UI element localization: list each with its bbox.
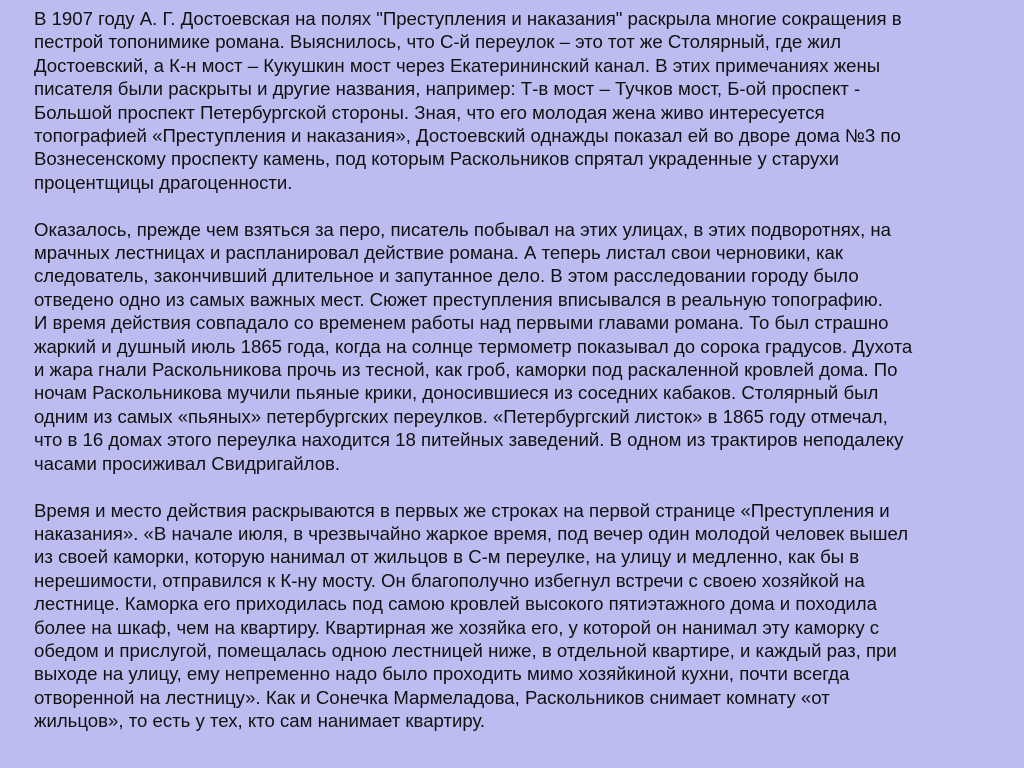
paragraph-opening-lines: Время и место действия раскрываются в первых же строках на первой странице «Преступления и наказания». «В начале июля, в чрезвычайно жаркое время, под вечер один молодой человек вышел из своей каморки, которую нанимал от жильцов в С-м переулке, на улицу и медленно, как бы в нерешимости, отправился к К-ну мосту. Он благополучно избегнул встречи с своею хозяйкой на лестнице. Каморка его приходилась под самою кровлей высокого пятиэтажного дома и походила более на шкаф, чем на квартиру. Квартирная же хозяйка его, у которой он нанимал эту каморку с обедом и прислугой, помещалась одною лестницей ниже, в отдельной квартире, и каждый раз, при выходе на улицу, ему непременно надо было проходить мимо хозяйкиной кухни, почти всегда отворенной на лестницу». Как и Сонечка Мармеладова, Раскольников снимает комнату «от жильцов», то есть у тех, кто сам нанимает квартиру. (34, 499, 909, 732)
paragraph-dostoevskaya-notes: В 1907 году А. Г. Достоевская на полях "Преступления и наказания" раскрыла многие сокращения в пестрой топонимике романа. Выяснилось, что С-й переулок – это тот же Столярный, где жил Достоевский, а К-н мост – Кукушкин мост через Екатерининский канал. В этих примечаниях жены писателя были раскрыты и другие названия, например: Т-в мост – Тучков мост, Б-ой проспект - Большой проспект Петербургской стороны. Зная, что его молодая жена живо интересуется топографией «Преступления и наказания», Достоевский однажды показал ей во дворе дома №3 по Вознесенскому проспекту камень, под которым Раскольников спрятал украденные у старухи процентщицы драгоценности. (34, 8, 902, 193)
slide-text-box (34, 7, 996, 733)
paragraph-city-topography: Оказалось, прежде чем взяться за перо, писатель побывал на этих улицах, в этих подворотнях, на мрачных лестницах и распланировал действие романа. А теперь листал свои черновики, как следователь, закончивший длительное и запутанное дело. В этом расследовании городу было отведено одно из самых важных мест. Сюжет преступления вписывался в реальную топографию. И время действия совпадало со временем работы над первыми главами романа. То был страшно жаркий и душный июль 1865 года, когда на солнце термометр показывал до сорока градусов. Духота и жара гнали Раскольникова прочь из тесной, как гроб, каморки под раскаленной кровлей дома. По ночам Раскольникова мучили пьяные крики, доносившиеся из соседних кабаков. Столярный был одним из самых «пьяных» петербургских переулков. «Петербургский листок» в 1865 году отмечал, что в 16 домах этого переулка находится 18 питейных заведений. В одном из трактиров неподалеку часами просиживал Свидригайлов. (34, 218, 913, 474)
